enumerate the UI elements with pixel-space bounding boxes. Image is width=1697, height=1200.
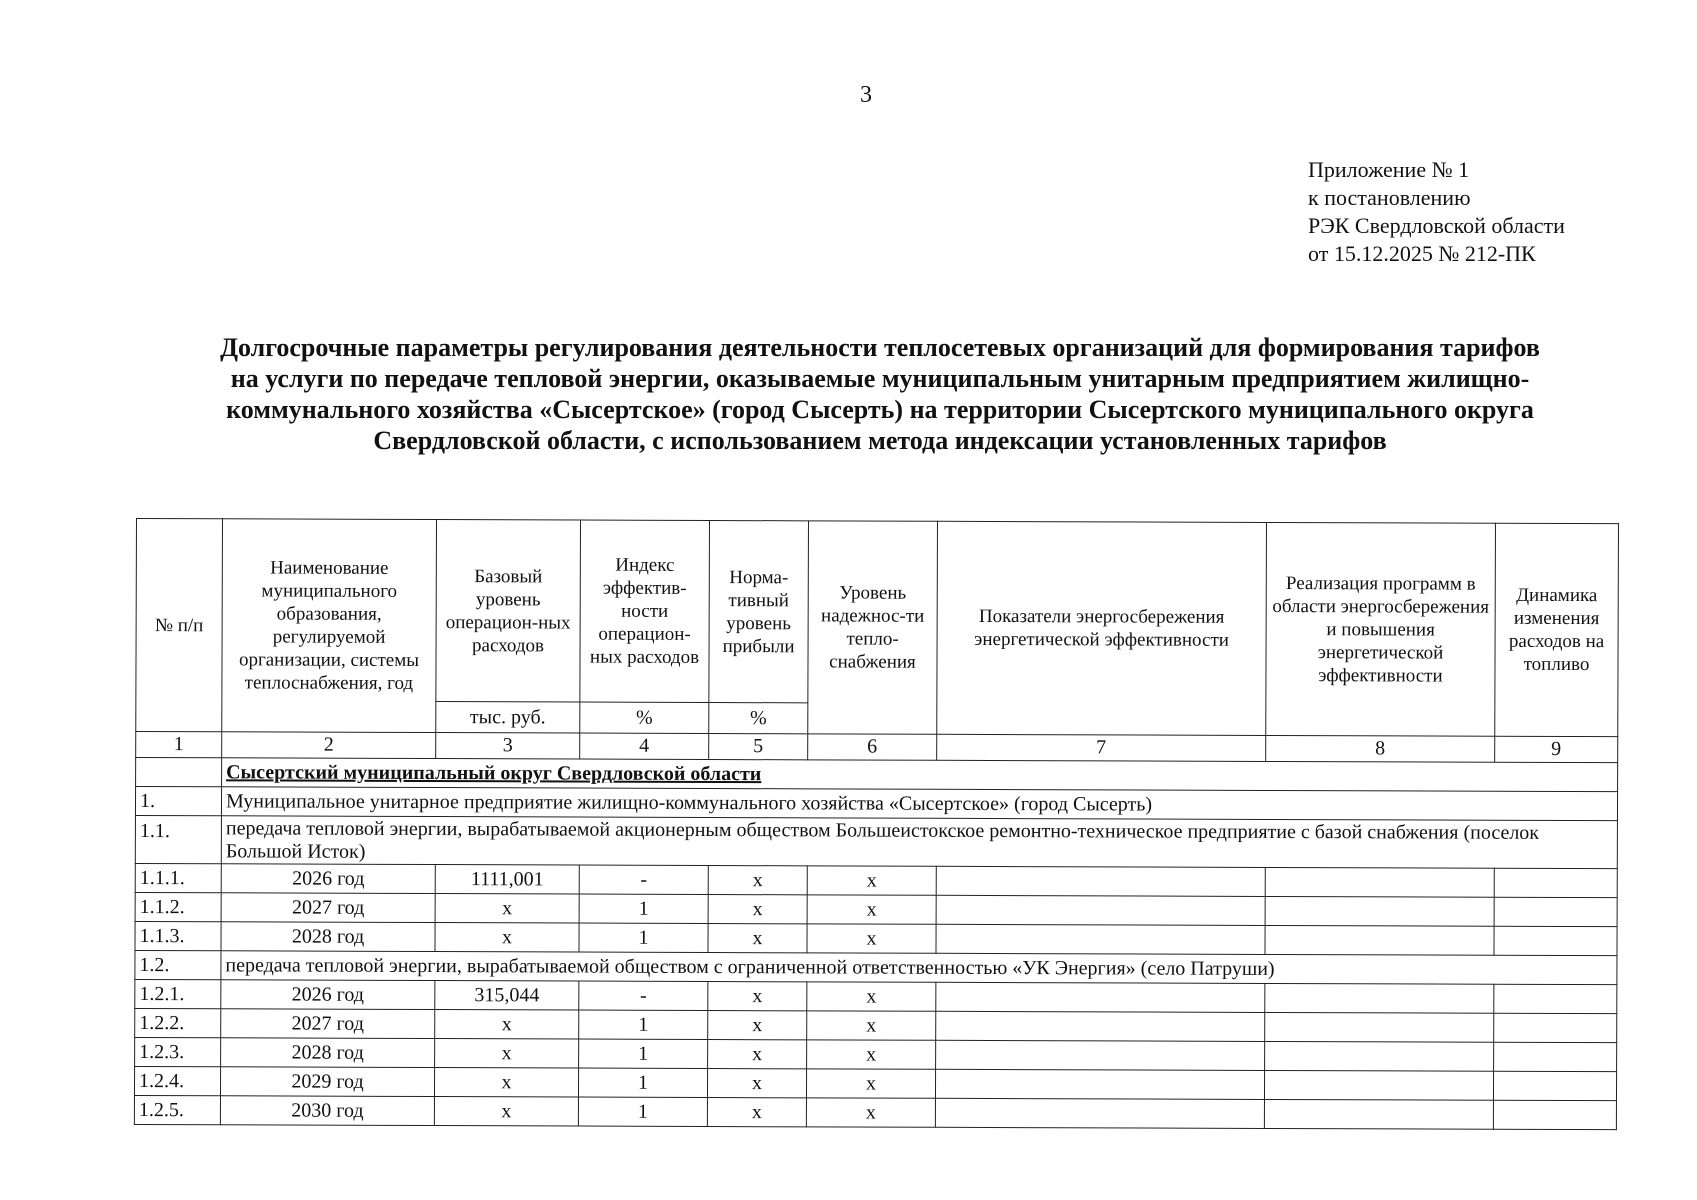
row-base-opex: 1111,001 <box>435 865 579 895</box>
empty-cell <box>1264 1070 1493 1100</box>
row-efficiency-index: - <box>579 981 708 1010</box>
row-year: 2027 год <box>221 1009 435 1039</box>
row-efficiency-index: 1 <box>579 1039 708 1068</box>
row-reliability: x <box>807 924 936 953</box>
row-num: 1.2.3. <box>135 1037 221 1066</box>
row-base-opex: x <box>435 894 579 924</box>
unit-efficiency-index: % <box>580 702 709 733</box>
appendix-line: к постановлению <box>1308 185 1471 210</box>
row-num: 1. <box>135 787 221 816</box>
empty-cell <box>1494 1013 1617 1042</box>
row-reliability: x <box>807 895 936 924</box>
row-num: 1.2.5. <box>134 1095 220 1124</box>
document-title <box>120 332 1640 456</box>
unit-base-opex: тыс. руб. <box>436 702 580 734</box>
empty-cell <box>935 1069 1264 1099</box>
column-number: 7 <box>937 734 1266 761</box>
row-profit-level: x <box>708 894 807 923</box>
empty-cell <box>1264 1099 1493 1129</box>
empty-cell <box>936 895 1265 925</box>
unit-profit-level: % <box>709 703 808 734</box>
org-name: Муниципальное унитарное предприятие жилищно-коммунального хозяйства «Сысертское» (город Сысерть) <box>221 787 1617 821</box>
header-efficiency-index: Индекс эффектив-ности операцион-ных расходов <box>580 520 710 702</box>
row-base-opex: 315,044 <box>435 981 579 1011</box>
row-profit-level: x <box>708 865 807 894</box>
empty-cell <box>935 1098 1264 1128</box>
empty-cell <box>1494 1042 1617 1071</box>
section-name: передача тепловой энергии, вырабатываемой акционерным обществом Большеистокское ремонтно-техническое предприятие с базой снабжения (поселок Большой Исток) <box>221 816 1617 869</box>
row-num: 1.1.2. <box>135 892 221 921</box>
column-number: 4 <box>580 733 709 759</box>
page-number: 3 <box>860 82 872 108</box>
empty-cell <box>1494 926 1617 955</box>
row-num: 1.2. <box>135 950 221 979</box>
row-num: 1.2.2. <box>135 1008 221 1037</box>
row-reliability: x <box>806 1069 935 1098</box>
row-num: 1.2.4. <box>134 1066 220 1095</box>
empty-cell <box>1265 925 1494 955</box>
row-reliability: x <box>807 982 936 1011</box>
row-reliability: x <box>807 866 936 895</box>
column-number: 8 <box>1266 735 1495 762</box>
row-profit-level: x <box>708 981 807 1010</box>
title-line: коммунального хозяйства «Сысертское» (город Сысерть) на территории Сысертского муниципального округа <box>226 395 1534 424</box>
row-num: 1.1. <box>135 815 221 863</box>
row-base-opex: x <box>434 1068 578 1098</box>
header-reliability: Уровень надежнос-ти тепло-снабжения <box>808 521 938 734</box>
column-number: 5 <box>709 734 808 760</box>
row-year: 2026 год <box>221 864 435 894</box>
appendix-line: РЭК Свердловской области <box>1308 213 1565 238</box>
empty-cell <box>936 866 1265 896</box>
column-number: 2 <box>222 732 436 759</box>
row-year: 2028 год <box>221 922 435 952</box>
empty-cell <box>936 924 1265 954</box>
row-base-opex: x <box>434 1097 578 1127</box>
empty-cell <box>1265 867 1494 897</box>
table-row <box>134 1095 1616 1129</box>
title-line: Долгосрочные параметры регулирования деятельности теплосетевых организаций для формирования тарифов <box>220 333 1540 362</box>
header-energy-saving: Показатели энергосбережения энергетической эффективности <box>937 521 1267 735</box>
row-efficiency-index: - <box>579 865 708 894</box>
section1-rows <box>135 863 1617 955</box>
row-efficiency-index: 1 <box>578 1068 707 1097</box>
row-efficiency-index: 1 <box>579 923 708 952</box>
row-num: 1.1.3. <box>135 921 221 950</box>
row-base-opex: x <box>435 1010 579 1040</box>
row-num: 1.1.1. <box>135 863 221 892</box>
section2-rows <box>134 979 1616 1129</box>
row-year: 2026 год <box>221 980 435 1010</box>
empty-cell <box>1265 983 1494 1013</box>
row-year: 2029 год <box>220 1067 434 1097</box>
header-programs: Реализация программ в области энергосбережения и повышения энергетической эффективности <box>1266 522 1496 736</box>
empty-cell <box>936 1011 1265 1041</box>
empty-cell <box>1494 868 1617 897</box>
column-number: 1 <box>136 732 222 758</box>
empty-cell <box>1265 1012 1494 1042</box>
empty-cell <box>1494 984 1617 1013</box>
section-name: передача тепловой энергии, вырабатываемой обществом с ограниченной ответственностью «УК Энергия» (село Патруши) <box>221 951 1617 985</box>
row-reliability: x <box>806 1098 935 1127</box>
row-num: 1.2.1. <box>135 979 221 1008</box>
title-line: на услуги по передаче тепловой энергии, оказываемые муниципальным унитарным предприятием жилищно- <box>230 364 1530 393</box>
row-year: 2028 год <box>221 1038 435 1068</box>
header-num: № п/п <box>136 519 223 732</box>
appendix-note <box>1308 156 1565 268</box>
empty-cell <box>1265 896 1494 926</box>
row-efficiency-index: 1 <box>578 1097 707 1126</box>
empty-cell <box>1265 1041 1494 1071</box>
row-base-opex: x <box>435 1039 579 1069</box>
column-number: 9 <box>1495 736 1618 762</box>
header-base-opex: Базовый уровень операцион-ных расходов <box>436 520 581 703</box>
row-year: 2030 год <box>220 1096 434 1126</box>
row-profit-level: x <box>707 1097 806 1126</box>
empty-cell <box>1493 1071 1616 1100</box>
empty-cell <box>1494 897 1617 926</box>
row-base-opex: x <box>435 923 579 953</box>
appendix-line: от 15.12.2025 № 212-ПК <box>1308 241 1536 266</box>
header-fuel-dynamics: Динамика изменения расходов на топливо <box>1495 523 1619 736</box>
row-profit-level: x <box>708 1010 807 1039</box>
parameters-table <box>134 518 1619 1130</box>
header-name: Наименование муниципального образования, регулируемой организации, системы теплоснабжения, год <box>222 519 437 733</box>
header-profit-level: Норма-тивный уровень прибыли <box>709 521 809 703</box>
column-number: 6 <box>808 734 937 760</box>
title-line: Свердловской области, с использованием метода индексации установленных тарифов <box>373 426 1387 455</box>
empty-cell <box>936 1040 1265 1070</box>
row-profit-level: x <box>708 923 807 952</box>
district-heading: Сысертский муниципальный округ Свердловской области <box>222 758 1618 792</box>
column-number: 3 <box>436 733 580 760</box>
empty-cell <box>936 982 1265 1012</box>
row-efficiency-index: 1 <box>579 1010 708 1039</box>
row-profit-level: x <box>707 1068 806 1097</box>
appendix-line: Приложение № 1 <box>1308 157 1470 182</box>
row-profit-level: x <box>708 1039 807 1068</box>
empty-cell <box>1493 1100 1616 1129</box>
row-reliability: x <box>807 1011 936 1040</box>
row-year: 2027 год <box>221 893 435 923</box>
row-reliability: x <box>807 1040 936 1069</box>
row-efficiency-index: 1 <box>579 894 708 923</box>
